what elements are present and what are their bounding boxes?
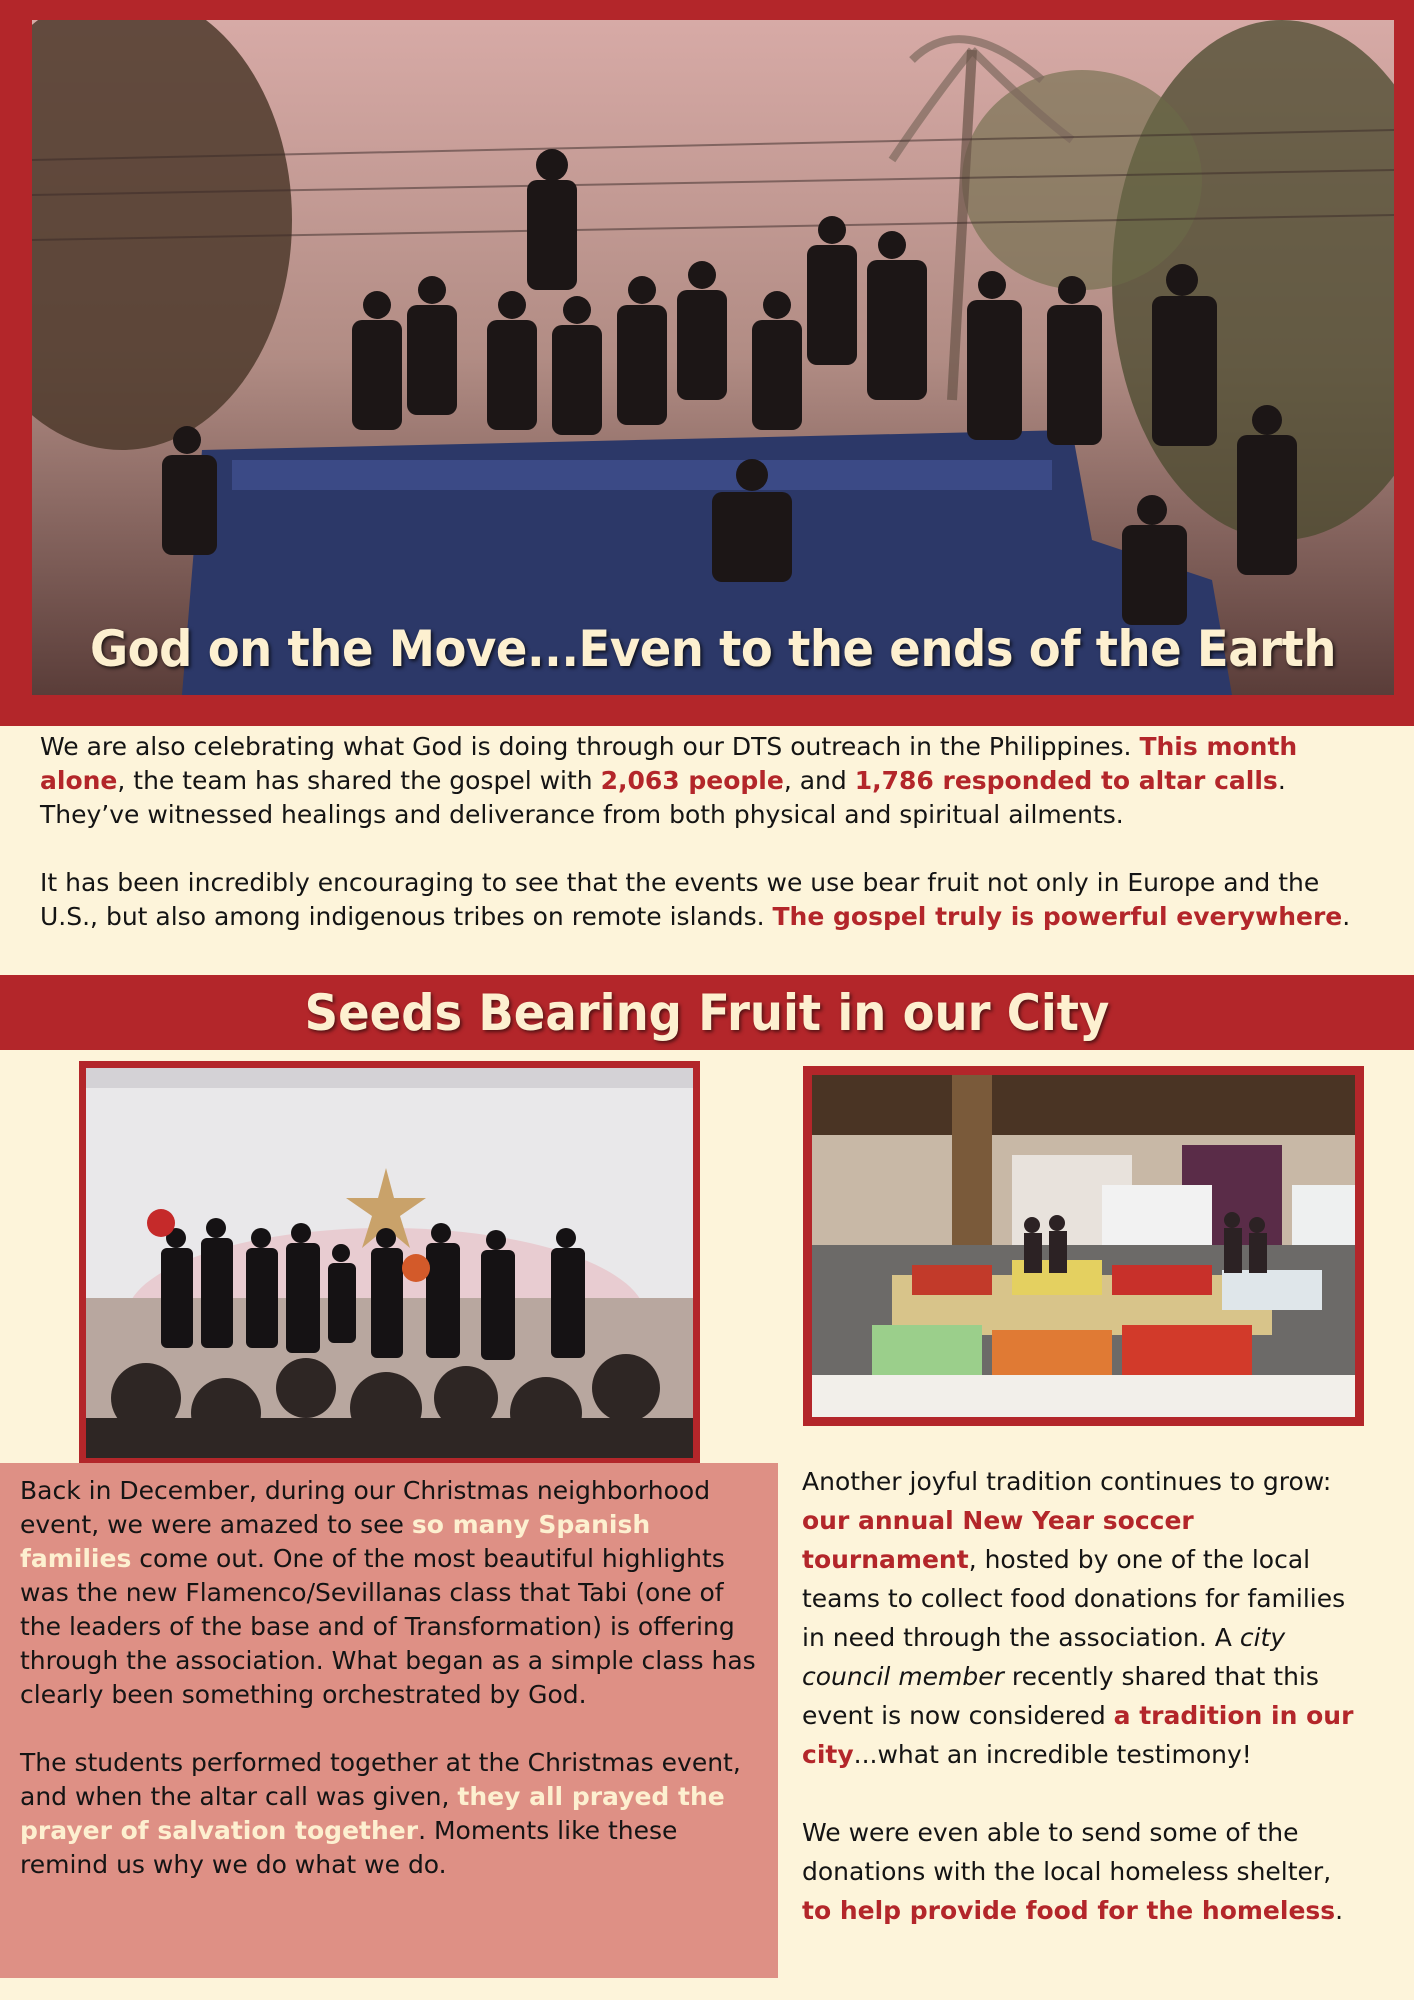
text-run: , the team has shared the gospel with <box>117 766 601 795</box>
highlighted-text: 1,786 responded to altar calls <box>854 766 1278 795</box>
hero-photo-illustration <box>32 20 1394 695</box>
text-run: . Moments like these remind us why we do what we do. <box>20 1816 678 1879</box>
text-run: Back in December, during our Christmas neighborhood event, we were amazed to see <box>20 1476 711 1539</box>
text-run: The students performed together at the Christmas event, and when the altar call was given, <box>20 1748 741 1811</box>
intro-paragraph-2 <box>40 866 1380 934</box>
text-run: , and <box>783 766 855 795</box>
section-band <box>0 975 1414 1050</box>
intro-paragraph-1 <box>40 730 1380 832</box>
highlighted-text: This month alone <box>40 732 1298 795</box>
text-run: It has been incredibly encouraging to see that the events we use bear fruit not only in Europe and the U.S., but also among indigenous tribes on remote islands. <box>40 868 1320 931</box>
text-run: come out. One of the most beautiful highlights was the new Flamenco/Sevillanas class that Tabi (one of the leaders of the base and of Transformation) is offering through the association. What began as a simple class has clearly been something orchestrated by God. <box>20 1544 756 1709</box>
flamenco-photo-illustration <box>86 1068 693 1458</box>
hero-frame <box>0 0 1414 726</box>
italic-text: city council member <box>802 1623 1286 1691</box>
donations-photo <box>812 1075 1355 1417</box>
highlighted-text: so many Spanish families <box>20 1510 651 1573</box>
highlighted-text: our annual New Year soccer tournament <box>802 1506 1194 1574</box>
section-title: Seeds Bearing Fruit in our City <box>304 984 1110 1042</box>
flamenco-photo <box>86 1068 693 1458</box>
right-paragraph-2 <box>802 1813 1362 1930</box>
text-run: . <box>1335 1896 1344 1925</box>
highlighted-text: they all prayed the prayer of salvation together <box>20 1782 725 1845</box>
text-run: , hosted by one of the local teams to collect food donations for families in need through the association. A <box>802 1545 1346 1652</box>
left-paragraph-1 <box>20 1474 770 1712</box>
text-run: We are also celebrating what God is doing through our DTS outreach in the Philippines. <box>40 732 1140 761</box>
donations-photo-illustration <box>812 1075 1355 1417</box>
text-run: We were even able to send some of the donations with the local homeless shelter, <box>802 1818 1332 1886</box>
highlighted-text: The gospel truly is powerful everywhere <box>772 902 1343 931</box>
text-run: recently shared that this event is now considered <box>802 1662 1319 1730</box>
text-run: Another joyful tradition continues to grow: <box>802 1467 1332 1496</box>
right-paragraph-1 <box>802 1462 1362 1774</box>
flamenco-photo-frame <box>79 1061 700 1465</box>
hero-photo <box>32 20 1394 695</box>
hero-title: God on the Move...Even to the ends of the Earth <box>89 620 1337 678</box>
text-run: . <box>1342 902 1351 931</box>
highlighted-text: to help provide food for the homeless <box>802 1896 1336 1925</box>
highlighted-text: 2,063 people <box>600 766 784 795</box>
donations-photo-frame <box>803 1066 1364 1426</box>
text-run: ...what an incredible testimony! <box>853 1740 1252 1769</box>
left-paragraph-2 <box>20 1746 770 1882</box>
right-column-text <box>802 1462 1362 1969</box>
highlighted-text: a tradition in our city <box>802 1701 1354 1769</box>
intro-text <box>40 730 1380 968</box>
left-column-text <box>20 1474 770 1916</box>
text-run: . They’ve witnessed healings and deliverance from both physical and spiritual ailments. <box>40 766 1286 829</box>
